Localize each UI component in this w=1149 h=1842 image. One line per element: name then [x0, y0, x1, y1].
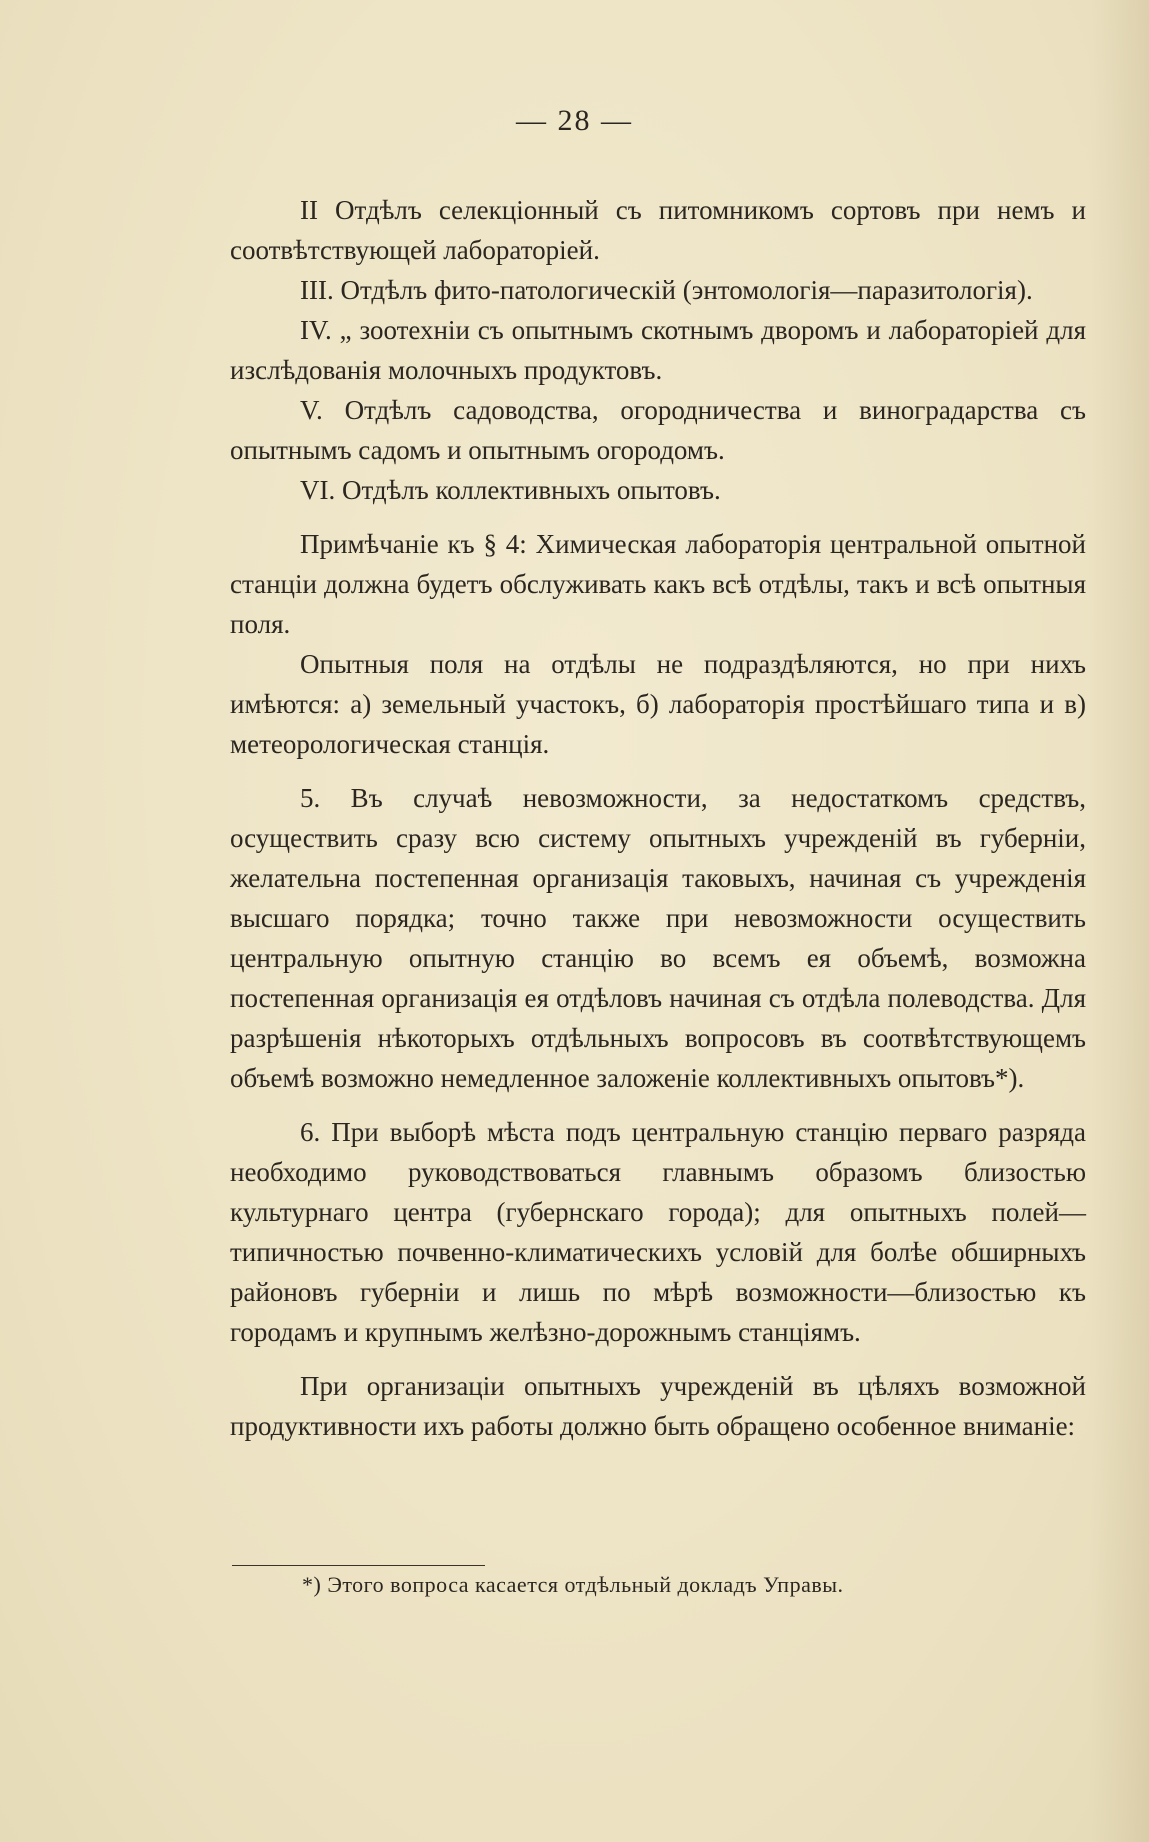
paragraph-dept-2: II Отдѣлъ селекціонный съ питомникомъ сортовъ при немъ и соотвѣтствующей лабораторіей. [230, 195, 1086, 265]
page-number: — 28 — [516, 104, 633, 137]
paragraph-dept-5: V. Отдѣлъ садоводства, огородничества и виноградарства съ опытнымъ садомъ и опытнымъ огородомъ. [230, 395, 1086, 465]
paragraph-dept-6: VI. Отдѣлъ коллективныхъ опытовъ. [300, 475, 721, 505]
footnote: *) Этого вопроса касается отдѣльный докладъ Управы. [302, 1572, 844, 1597]
paragraph-dept-3: III. Отдѣлъ фито-патологическій (энтомологія—паразитологія). [300, 275, 1033, 305]
paragraph-section-5: 5. Въ случаѣ невозможности, за недостаткомъ средствъ, осуществить сразу всю систему опытныхъ учрежденій въ губерніи, желательна постепенная организація таковыхъ, начиная съ учрежденія высшаго порядка; точно также при невозможности осуществить центральную опытную станцію во всемъ ея объемѣ, возможна постепенная организація ея отдѣловъ начиная съ отдѣла полеводства. Для разрѣшенія нѣкоторыхъ отдѣльныхъ вопросовъ въ соотвѣтствующемъ объемѣ возможно немедленное заложеніе коллективныхъ опытовъ*). [230, 783, 1086, 1093]
paragraph-fields: Опытныя поля на отдѣлы не подраздѣляются, но при нихъ имѣются: а) земельный участокъ, б) лабораторія простѣйшаго типа и в) метеорологическая станція. [230, 649, 1086, 759]
footnote-divider [232, 1565, 485, 1566]
paragraph-section-6: 6. При выборѣ мѣста подъ центральную станцію перваго разряда необходимо руководствоваться главнымъ образомъ близостью культурнаго центра (губернскаго города); для опытныхъ полей—типичностью почвенно-климатическихъ условій для болѣе обширныхъ районовъ губерніи и лишь по мѣрѣ возможности—близостью къ городамъ и крупнымъ желѣзно-дорожнымъ станціямъ. [230, 1117, 1086, 1347]
paragraph-organization: При организаціи опытныхъ учрежденій въ цѣляхъ возможной продуктивности ихъ работы должно быть обращено особенное вниманіе: [230, 1371, 1086, 1441]
page-edge-shadow [1089, 0, 1149, 1842]
paragraph-note: Примѣчаніе къ § 4: Химическая лабораторія центральной опытной станціи должна будетъ обслуживать какъ всѣ отдѣлы, такъ и всѣ опытныя поля. [230, 529, 1086, 639]
body-text [230, 190, 1086, 1446]
paragraph-dept-4: IV. „ зоотехніи съ опытнымъ скотнымъ дворомъ и лабораторіей для изслѣдованія молочныхъ продуктовъ. [230, 315, 1086, 385]
